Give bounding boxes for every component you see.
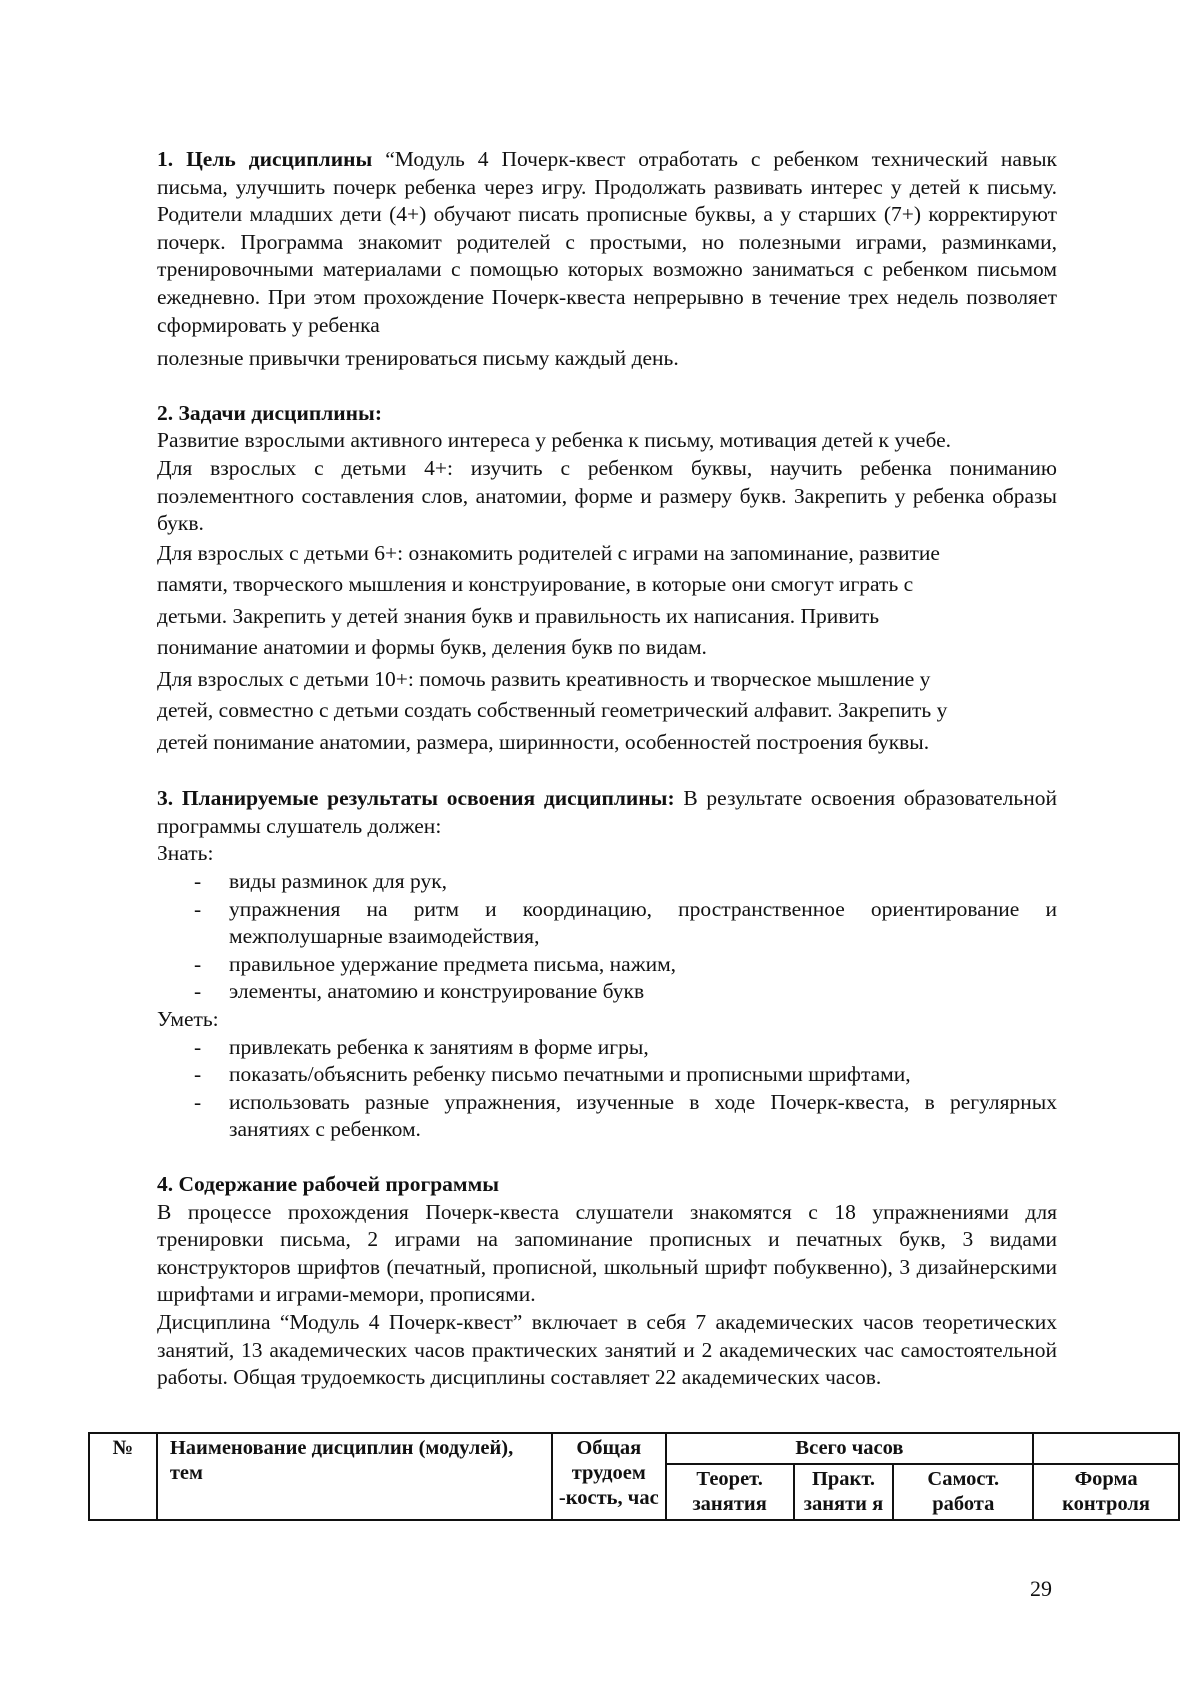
section-4-content <box>157 1171 1057 1392</box>
header-empty-cell <box>1033 1433 1179 1464</box>
list-item: - правильное удержание предмета письма, нажим, <box>157 951 1057 979</box>
header-total-hours: Общая трудоем -кость, час <box>552 1433 666 1520</box>
know-list <box>157 868 1057 1006</box>
list-item: - привлекать ребенка к занятиям в форме игры, <box>157 1034 1057 1062</box>
header-theory: Теорет. занятия <box>666 1464 794 1520</box>
section-3-results <box>157 785 1057 1144</box>
text-line: детьми. Закрепить у детей знания букв и правильность их написания. Привить <box>157 603 880 628</box>
list-item: - использовать разные упражнения, изученные в ходе Почерк-квеста, в регулярных занятиях с ребенком. <box>157 1089 1057 1144</box>
section-2-paragraph-3 <box>157 538 1057 664</box>
section-4-paragraph-1: В процессе прохождения Почерк-квеста слушатели знакомятся с 18 упражнениями для тренировки письма, 2 играми на запоминание прописных и печатных букв, 3 видами конструкторов шрифтов (печатный, прописной, школьный шрифт побуквенно), 3 дизайнерскими шрифтами и играми-мемори, прописями. <box>157 1199 1057 1307</box>
list-item: - упражнения на ритм и координацию, пространственное ориентирование и межполушарные взаимодействия, <box>157 896 1057 951</box>
can-label: Уметь: <box>157 1006 219 1031</box>
list-item: - показать/объяснить ребенку письмо печатными и прописными шрифтами, <box>157 1061 1057 1089</box>
header-discipline-name: Наименование дисциплин (модулей), тем <box>157 1433 552 1520</box>
list-item: - виды разминок для рук, <box>157 868 1057 896</box>
know-label: Знать: <box>157 841 214 866</box>
section-4-heading: 4. Содержание рабочей программы <box>157 1171 500 1196</box>
header-practice: Практ. заняти я <box>794 1464 894 1520</box>
section-2-paragraph-4 <box>157 664 1057 759</box>
section-1-text: “Модуль 4 Почерк-квест отработать с ребенком технический навык письма, улучшить почерк ребенка через игру. Продолжать развивать интерес у детей к письму. Родители младших дети (4+) обучают писать прописные буквы, а у старших (7+) корректируют почерк. Программа знакомит родителей с простыми, но полезными играми, разминками, тренировочными материалами с помощью которых возможно заниматься с ребенком письмом ежедневно. При этом прохождение Почерк-квеста непрерывно в течение трех недель позволяет сформировать у ребенка <box>157 147 1058 337</box>
page-number: 29 <box>1030 1576 1052 1601</box>
section-4-paragraph-2: Дисциплина “Модуль 4 Почерк-квест” включает в себя 7 академических часов теоретических занятий, 13 академических часов практических занятий и 2 академических час самостоятельной работы. Общая трудоемкость дисциплины составляет 22 академических часов. <box>157 1309 1057 1390</box>
table-header-row <box>89 1433 1179 1464</box>
header-hours-group: Всего часов <box>666 1433 1033 1464</box>
text-line: детей понимание анатомии, размера, ширинности, особенностей построения буквы. <box>157 729 930 754</box>
header-self-study: Самост. работа <box>893 1464 1033 1520</box>
section-2-heading: 2. Задачи дисциплины: <box>157 400 383 425</box>
section-1-goal <box>157 146 1057 339</box>
section-2-paragraph-1: Развитие взрослыми активного интереса у ребенка к письму, мотивация детей к учебе. <box>157 428 952 453</box>
page-content <box>157 146 1057 1392</box>
text-line: памяти, творческого мышления и конструирование, в которые они смогут играть с <box>157 572 914 597</box>
section-1-heading: 1. Цель дисциплины <box>157 147 373 171</box>
section-3-heading: 3. Планируемые результаты освоения дисциплины: <box>157 786 675 811</box>
list-item: - элементы, анатомию и конструирование букв <box>157 978 1057 1006</box>
section-2-paragraph-2: Для взрослых с детьми 4+: изучить с ребенком буквы, научить ребенка пониманию поэлементного составления слов, анатомии, форме и размеру букв. Закрепить у ребенка образы букв. <box>157 455 1057 536</box>
header-number: № <box>89 1433 157 1520</box>
curriculum-table <box>88 1432 1180 1521</box>
section-1-last-line: полезные привычки тренироваться письму каждый день. <box>157 346 679 371</box>
can-list <box>157 1034 1057 1144</box>
section-2-tasks <box>157 400 1057 758</box>
section-3-intro <box>157 785 1057 840</box>
text-line: понимание анатомии и формы букв, деления букв по видам. <box>157 635 707 660</box>
section-3-intro-text: В результате освоения образовательной программы слушатель должен: <box>157 786 1057 838</box>
header-control-form: Форма контроля <box>1033 1464 1179 1520</box>
text-line: детей, совместно с детьми создать собственный геометрический алфавит. Закрепить у <box>157 698 948 723</box>
text-line: Для взрослых с детьми 10+: помочь развить креативность и творческое мышление у <box>157 666 931 691</box>
text-line: Для взрослых с детьми 6+: ознакомить родителей с играми на запоминание, развитие <box>157 540 940 565</box>
